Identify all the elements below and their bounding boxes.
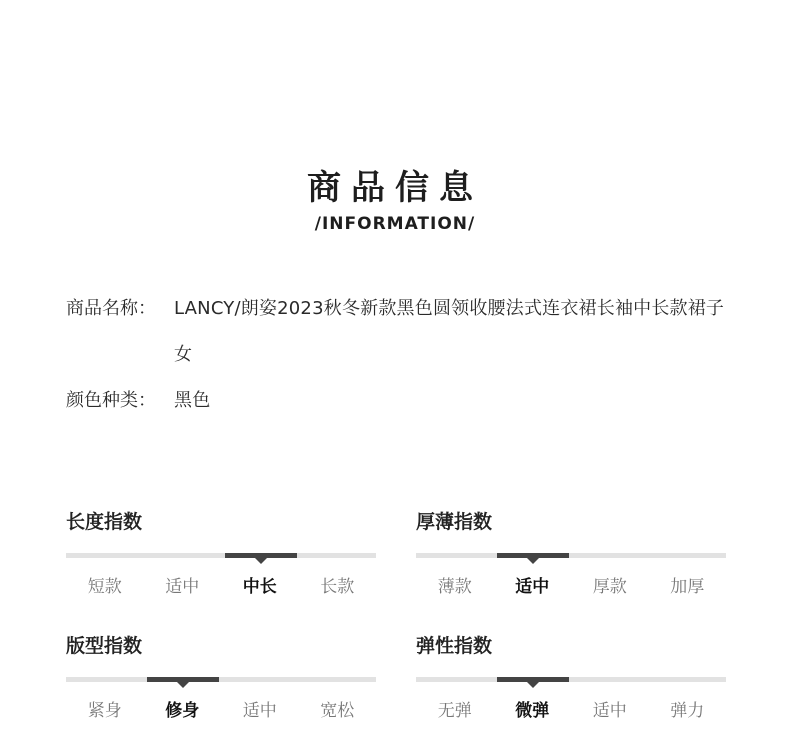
color-value: 黑色 [174,390,211,411]
fit-index [66,634,376,721]
thickness-option: 适中 [515,577,550,597]
length-index-track [66,553,376,558]
thickness-index-indicator [497,553,569,558]
elasticity-index-indicator [497,677,569,682]
fit-option: 适中 [242,701,277,721]
elasticity-option: 弹力 [670,701,705,721]
fit-index-title: 版型指数 [66,635,143,657]
product-name-row [66,286,736,378]
fit-index-track [66,677,376,682]
thickness-index-title: 厚薄指数 [416,511,493,533]
length-index [66,510,376,597]
elasticity-index [416,634,726,721]
fit-option: 紧身 [87,701,122,721]
product-name-value: LANCY/朗姿2023秋冬新款黑色圆领收腰法式连衣裙长袖中长款裙子女 [174,298,725,365]
color-row [66,378,736,424]
elasticity-option: 适中 [592,701,627,721]
elasticity-option: 微弹 [515,701,550,721]
length-option: 短款 [87,577,122,597]
fit-option: 修身 [165,701,200,721]
thickness-option: 厚款 [592,577,627,597]
length-index-indicator [225,553,297,558]
color-label: 颜色种类： [66,390,156,411]
thickness-index [416,510,726,597]
section-title: 商品信息 [307,168,483,208]
elasticity-index-title: 弹性指数 [416,635,493,657]
fit-index-indicator [147,677,219,682]
section-subtitle: /INFORMATION/ [314,214,476,234]
length-option: 适中 [165,577,200,597]
thickness-option: 加厚 [670,577,705,597]
elasticity-index-track [416,677,726,682]
length-index-title: 长度指数 [66,511,143,533]
thickness-option: 薄款 [437,577,472,597]
product-name-label: 商品名称： [66,298,156,319]
thickness-index-track [416,553,726,558]
length-option: 长款 [320,577,355,597]
length-option: 中长 [242,577,277,597]
elasticity-option: 无弹 [437,701,472,721]
fit-option: 宽松 [320,701,355,721]
